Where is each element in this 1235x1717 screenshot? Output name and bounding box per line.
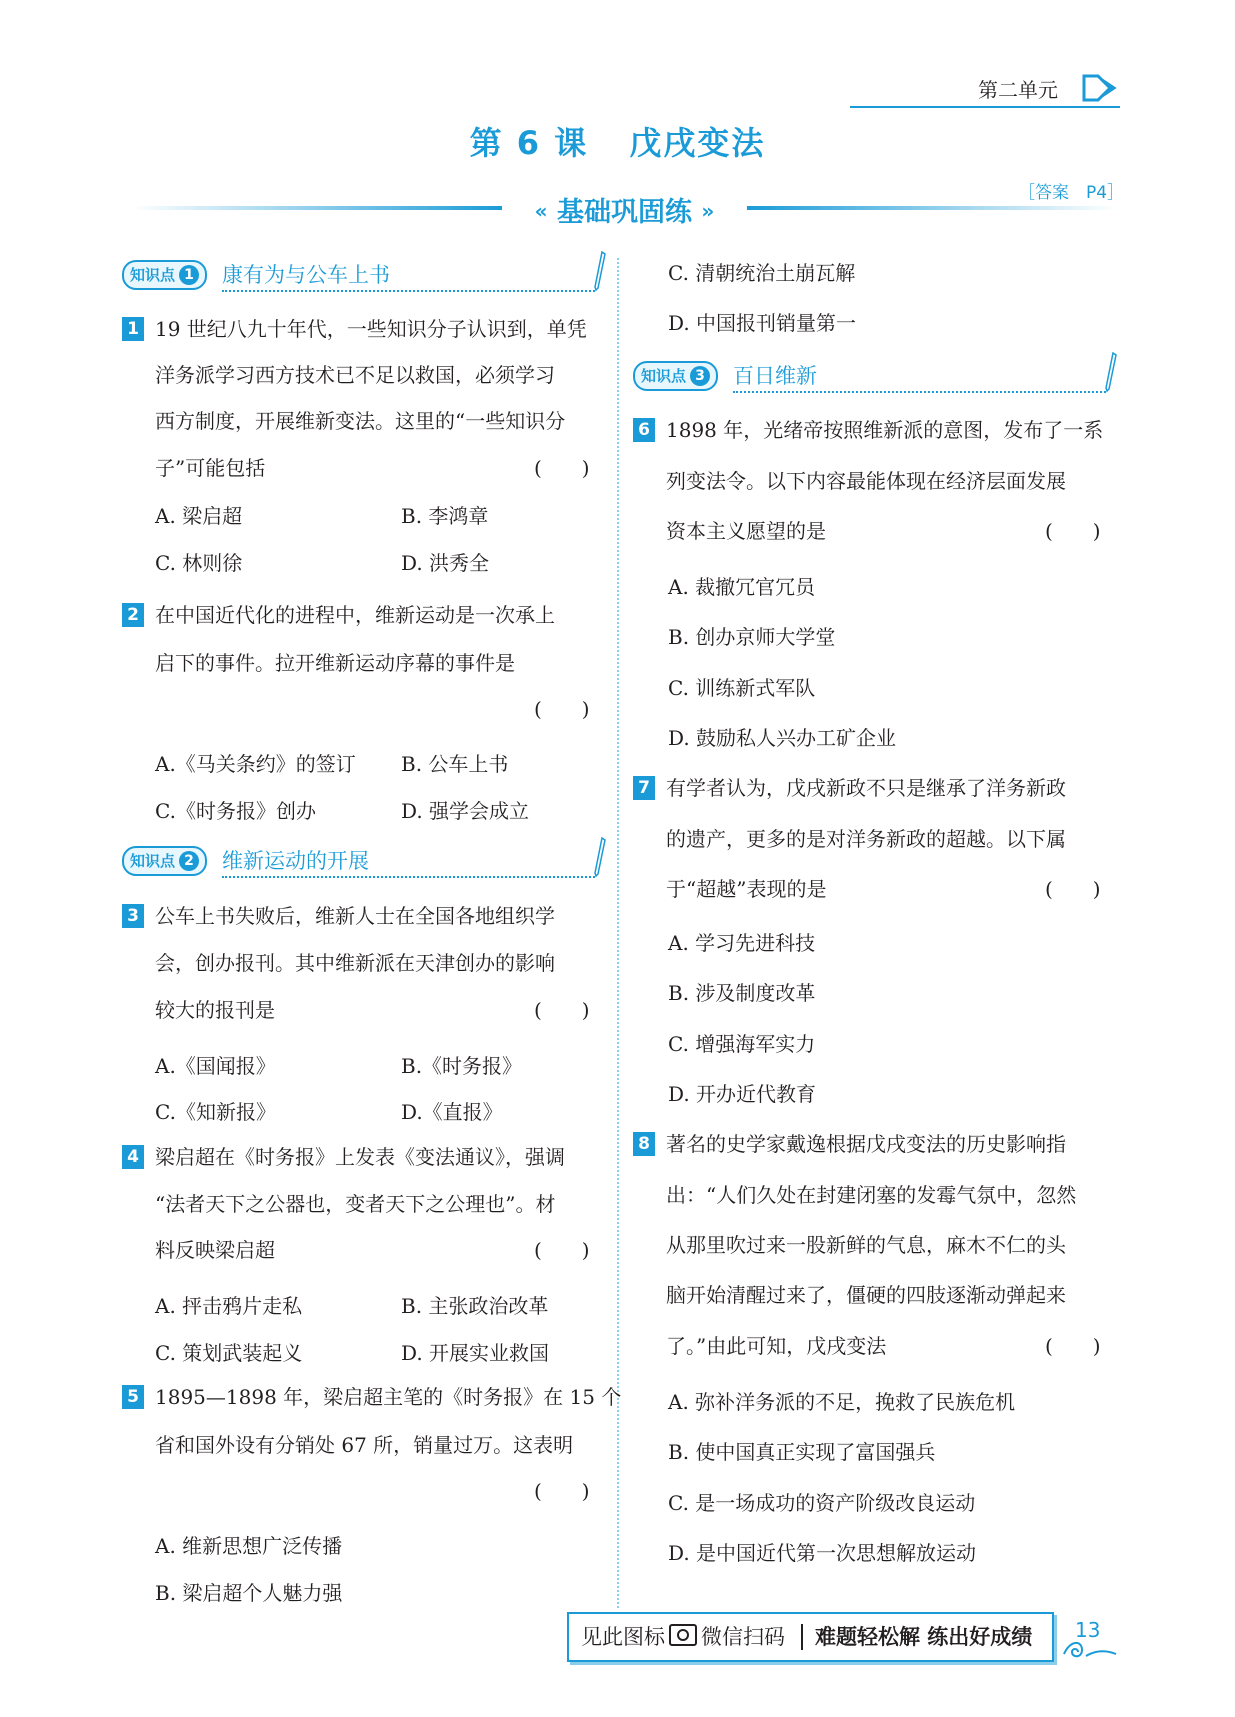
question-number: 5 [122,1385,144,1409]
section-title [502,190,747,229]
question-number: 3 [122,904,144,928]
footer-slogan: 难题轻松解 练出好成绩 [815,1625,1033,1649]
question-2 [122,592,607,732]
kp-underline [222,876,595,878]
question-text: 著名的史学家戴逸根据戊戌变法的历史影响指 [666,1132,1066,1156]
question-text: 料反映梁启超 [155,1238,275,1262]
question-5 [122,1374,622,1514]
answer-blank[interactable]: ( ) [1045,519,1101,543]
arrow-bookmark-icon [1080,70,1120,104]
question-text: 启下的事件。拉开维新运动序幕的事件是 [155,651,515,675]
knowledge-point-2 [122,842,607,882]
kp-badge: 知识点 2 [122,846,207,876]
chevron-right-icon: » [701,199,715,223]
question-number: 4 [122,1145,144,1169]
option[interactable]: C.《时务报》创办 [155,799,316,823]
option[interactable]: C. 清朝统治土崩瓦解 [668,261,856,285]
answer-blank[interactable]: ( ) [1045,1334,1101,1358]
option[interactable]: D. 鼓励私人兴办工矿企业 [668,726,897,750]
option[interactable]: A.《马关条约》的签订 [155,752,356,776]
question-text: 19 世纪八九十年代，一些知识分子认识到，单凭 [155,317,587,341]
option[interactable]: B. 公车上书 [401,752,509,776]
question-text: 列变法令。以下内容最能体现在经济层面发展 [666,469,1066,493]
question-text: 1895—1898 年，梁启超主笔的《时务报》在 15 个 [155,1385,622,1409]
option[interactable]: A. 抨击鸦片走私 [155,1294,303,1318]
question-text: 子”可能包括 [155,456,266,480]
pen-icon [593,250,607,292]
answer-blank[interactable]: ( ) [534,1479,590,1503]
lesson-name: 戊戌变法 [629,124,766,162]
kp-underline [222,290,595,292]
option[interactable]: D.《直报》 [401,1100,503,1124]
lesson-title [0,118,1235,164]
kp-badge: 知识点 3 [633,361,718,391]
section-band [132,194,1117,228]
question-number: 8 [633,1132,655,1156]
answer-blank[interactable]: ( ) [534,1238,590,1262]
option[interactable]: D. 强学会成立 [401,799,530,823]
unit-header [850,70,1120,110]
question-number: 2 [122,603,144,627]
question-text: 从那里吹过来一股新鲜的气息，麻木不仁的头 [666,1233,1066,1257]
answer-blank[interactable]: ( ) [534,456,590,480]
answer-blank[interactable]: ( ) [534,697,590,721]
question-text: 公车上书失败后，维新人士在全国各地组织学 [155,904,555,928]
question-6 [633,407,1118,557]
option[interactable]: B. 创办京师大学堂 [668,625,836,649]
question-text: 会，创办报刊。其中维新派在天津创办的影响 [155,951,555,975]
option[interactable]: D. 是中国近代第一次思想解放运动 [668,1541,977,1565]
question-text: 脑开始清醒过来了，僵硬的四肢逐渐动弹起来 [666,1283,1066,1307]
option[interactable]: A. 裁撤冗官冗员 [668,575,816,599]
option[interactable]: A.《国闻报》 [155,1054,276,1078]
footer-text-b: 微信扫码 [701,1625,785,1649]
option[interactable]: A. 梁启超 [155,504,243,528]
page-number: 13 [1075,1618,1101,1642]
question-number: 7 [633,776,655,800]
kp-title: 维新运动的开展 [222,849,369,873]
knowledge-point-1 [122,256,607,296]
kp-title: 百日维新 [733,364,817,388]
answer-blank[interactable]: ( ) [534,998,590,1022]
question-number: 6 [633,418,655,442]
question-text: 的遗产，更多的是对洋务新政的超越。以下属 [666,827,1066,851]
pen-icon [1104,351,1118,393]
option[interactable]: C. 训练新式军队 [668,676,816,700]
section-label: 基础巩固练 [557,197,692,228]
unit-title: 第二单元 [978,78,1058,102]
header-rule [850,106,1120,108]
question-text: 梁启超在《时务报》上发表《变法通议》，强调 [155,1145,565,1169]
option[interactable]: B. 涉及制度改革 [668,981,816,1005]
footer-scan-hint [581,1614,785,1660]
kp-badge: 知识点 1 [122,260,207,290]
option[interactable]: D. 开办近代教育 [668,1082,817,1106]
footer-text-a: 见此图标 [581,1625,665,1649]
question-text: 较大的报刊是 [155,998,275,1022]
question-text: 省和国外设有分销处 67 所，销量过万。这表明 [155,1433,574,1457]
chevron-left-icon: « [534,199,548,223]
option[interactable]: C. 增强海军实力 [668,1032,816,1056]
pen-icon [593,836,607,878]
question-text: 西方制度，开展维新变法。这里的“一些知识分 [155,409,566,433]
question-text: 资本主义愿望的是 [666,519,826,543]
option[interactable]: B. 使中国真正实现了富国强兵 [668,1440,936,1464]
question-text: 在中国近代化的进程中，维新运动是一次承上 [155,603,555,627]
knowledge-point-3 [633,357,1118,397]
question-text: 了。”由此可知，戊戌变法 [666,1334,887,1358]
band-line-left [132,206,502,210]
option[interactable]: D. 中国报刊销量第一 [668,311,857,335]
question-number: 1 [122,317,144,341]
question-text: 有学者认为，戊戌新政不只是继承了洋务新政 [666,776,1066,800]
option[interactable]: A. 学习先进科技 [668,931,816,955]
option[interactable]: B.《时务报》 [401,1054,523,1078]
kp-title: 康有为与公车上书 [222,263,390,287]
answer-reference: ［答案 P4］ [1018,183,1125,203]
lesson-number: 第 6 课 [469,124,589,162]
option[interactable]: B. 李鸿章 [401,504,489,528]
option[interactable]: C. 林则徐 [155,551,243,575]
question-text: 洋务派学习西方技术已不足以救国，必须学习 [155,363,555,387]
question-3 [122,893,607,1033]
question-text: 1898 年，光绪帝按照维新派的意图，发布了一系 [666,418,1104,442]
footer-banner [567,1612,1054,1662]
option[interactable]: D. 开展实业救国 [401,1341,550,1365]
band-line-right [747,206,1117,210]
question-text: 出：“人们久处在封建闭塞的发霉气氛中，忽然 [666,1183,1077,1207]
footer-divider [801,1624,803,1650]
question-7 [633,765,1118,915]
scan-icon [669,1624,697,1646]
option[interactable]: D. 洪秀全 [401,551,490,575]
question-8 [633,1121,1118,1371]
option[interactable]: A. 维新思想广泛传播 [155,1534,343,1558]
swirl-icon [1060,1636,1120,1662]
option[interactable]: C. 是一场成功的资产阶级改良运动 [668,1491,976,1515]
kp-underline [733,391,1106,393]
option[interactable]: C.《知新报》 [155,1100,276,1124]
question-text: “法者天下之公器也，变者天下之公理也”。材 [155,1192,556,1216]
option[interactable]: A. 弥补洋务派的不足，挽救了民族危机 [668,1390,1016,1414]
answer-blank[interactable]: ( ) [1045,877,1101,901]
question-4 [122,1134,607,1274]
option[interactable]: B. 梁启超个人魅力强 [155,1581,343,1605]
question-text: 于“超越”表现的是 [666,877,827,901]
option[interactable]: B. 主张政治改革 [401,1294,549,1318]
option[interactable]: C. 策划武装起义 [155,1341,303,1365]
